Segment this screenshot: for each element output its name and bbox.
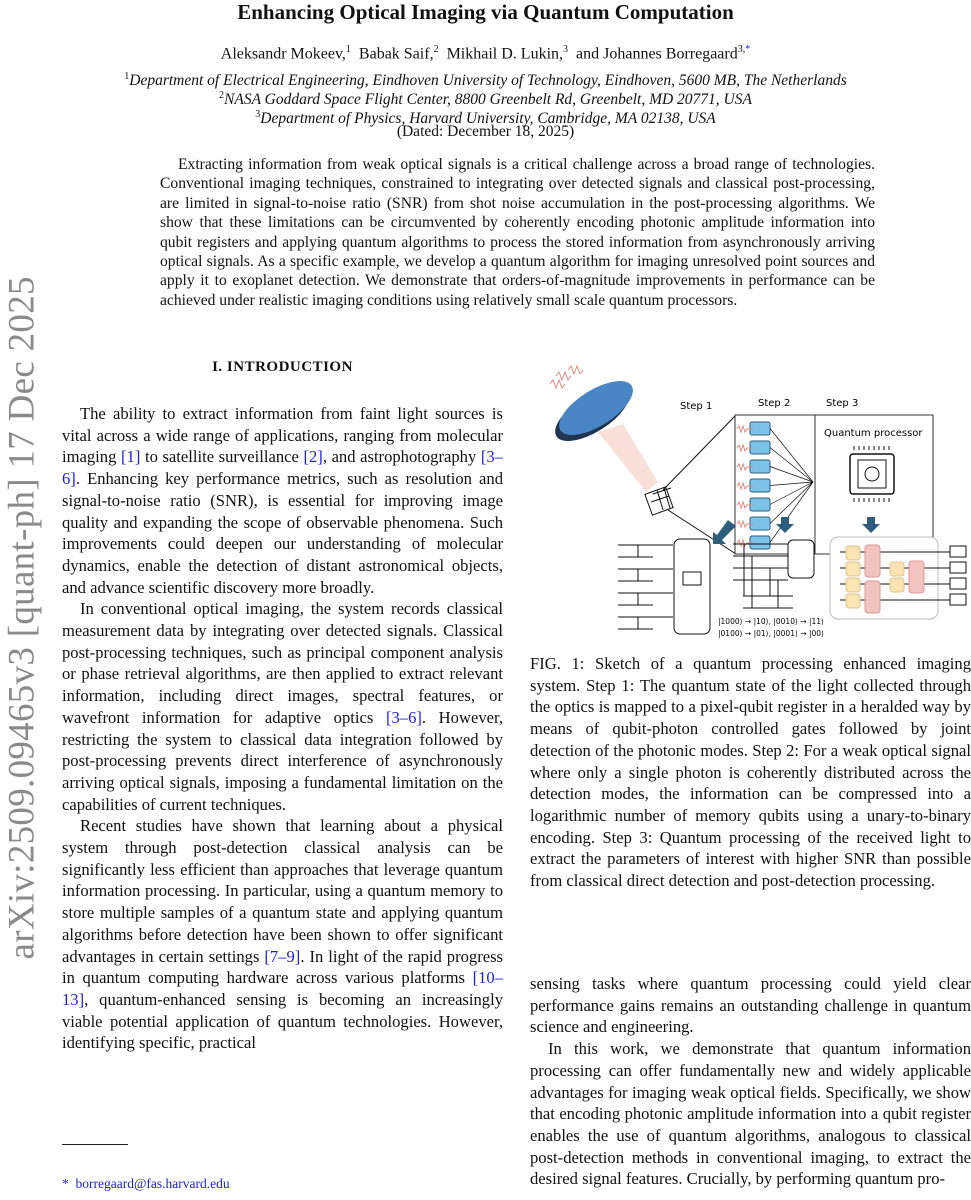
step-2-label: Step 2 — [758, 398, 791, 409]
affiliation-mark: 2 — [433, 44, 439, 55]
affiliation-number: 2 — [219, 90, 225, 101]
date-line: (Dated: December 18, 2025) — [396, 123, 575, 140]
encoding-line-1: |1000⟩ → |10⟩, |0010⟩ → |11⟩ — [718, 617, 824, 626]
author-list — [0, 44, 971, 63]
paragraph — [62, 598, 503, 815]
light-beam — [598, 424, 658, 492]
paragraph-text: sensing tasks where quantum processing could yield clear performance gains remains an outstanding challenge in quantum science and engineering. — [530, 974, 971, 1037]
step-3-label: Step 3 — [826, 398, 859, 409]
paragraph-text: In conventional optical imaging, the system records classical measurement data by integrating over detected signals. Classical post-processing techniques, such as principal component analysis or phase retrieval algorithms, are then applied to extract relevant information, including direct images, spectral features, or wavefront information for adaptive optics — [62, 599, 503, 727]
paragraph — [530, 973, 971, 1038]
abstract: Extracting information from weak optical signals is a critical challenge across a broad range of technologies. Conventional imaging techniques, constrained to integrating over detected signals and classical post-processing, are limited in signal-to-noise ratio (SNR) from shot noise accumulation in the post-processing algorithms. We show that these limitations can be circumvented by coherently encoding photonic amplitude information into qubit registers and applying quantum algorithms to process the stored information from asynchronously arriving optical signals. As a specific example, we develop a quantum algorithm for imaging unresolved point sources and apply it to exoplanet detection. We demonstrate that orders-of-magnitude improvements in performance can be achieved under realistic imaging conditions using relatively small scale quantum processors. — [160, 156, 875, 309]
paragraph-text: , and astrophotography — [322, 447, 481, 467]
citation-link[interactable]: [3–6] — [385, 707, 422, 727]
circuit-step3 — [830, 537, 966, 619]
paragraph-text: Recent studies have shown that learning about a physical system through post-detection classical analysis can be significantly less efficient than approaches that leverage quantum information processing. In particular, using a quantum memory to store multiple samples of a quantum state and applying quantum algorithms before detection have been shown to offer significant advantages in certain settings — [62, 816, 503, 966]
step1-2-box — [735, 415, 815, 554]
affiliation-text: NASA Goddard Space Flight Center, 8800 Greenbelt Rd, Greenbelt, MD 20771, USA — [224, 91, 752, 109]
citation-link[interactable]: [1] — [121, 447, 141, 467]
paragraph-text: . Enhancing key performance metrics, such as resolution and signal-to-noise ratio (SNR), is essential for improving image quality and expanding the scope of observable phenomena. Such improvements could deepen our understanding of molecular dynamics, enable the detection of distant astronomical objects, and advance scientific discovery more broadly. — [62, 469, 503, 597]
author: Mikhail D. Lukin, — [446, 45, 564, 63]
section-heading: I. INTRODUCTION — [212, 359, 353, 375]
arxiv-stamp: arXiv:2509.09465v3 [quant-ph] 17 Dec 2025 — [1, 276, 43, 960]
footnote-rule — [62, 1144, 128, 1145]
author: Babak Saif, — [358, 45, 434, 63]
paragraph-text: . However, restricting the system to classical data integration followed by post-processing prevents direct interference of asynchronously arriving optical signals, imposing a fundamental limitation on the capabilities of current techniques. — [62, 707, 503, 814]
step-1-label: Step 1 — [680, 401, 713, 412]
footnote-mark: * — [62, 1176, 69, 1191]
intro-column — [62, 403, 503, 1054]
paragraph — [62, 815, 503, 1054]
paragraph — [62, 403, 503, 598]
paragraph-text: In this work, we demonstrate that quantum information processing can offer fundamentally new and widely applicable advantages for imaging weak optical fields. Specifically, we show that encoding photonic amplitude information into a qubit register enables the use of quantum algorithms, analogous to classical post-detection methods in conventional imaging, to extract the desired signal features. Crucially, by performing quantum pro- — [530, 1039, 971, 1189]
affiliation-mark: 3, — [737, 44, 746, 55]
light-waves-icon — [550, 366, 583, 388]
affiliation-text: Department of Physics, Harvard University, Cambridge, MA 02138, USA — [260, 110, 716, 128]
footnote — [62, 1176, 230, 1192]
paragraph — [530, 1038, 971, 1190]
affiliation-text: Department of Electrical Engineering, Eindhoven University of Technology, Eindhoven, 5600 MB, The Netherlands — [129, 72, 847, 90]
author: Aleksandr Mokeev, — [220, 45, 346, 63]
affiliation-number: 1 — [124, 71, 130, 82]
right-column-text — [530, 973, 971, 1190]
citation-link[interactable]: [2] — [303, 447, 323, 467]
affiliation-mark: 1 — [345, 44, 351, 55]
citation-link[interactable]: [10–13] — [62, 968, 503, 1009]
paragraph-text: The ability to extract information from faint light sources is vital across a wide range of applications, ranging from molecular imaging — [62, 404, 503, 467]
affiliation-mark: 3 — [563, 44, 569, 55]
paragraph-text: to satellite surveillance — [140, 447, 304, 467]
corresponding-author-link[interactable]: * — [745, 44, 751, 55]
paper-title: Enhancing Optical Imaging via Quantum Computation — [237, 0, 734, 24]
affiliation-number: 3 — [255, 109, 261, 120]
circuit-step1 — [618, 539, 710, 634]
quantum-processor-label: Quantum processor — [824, 428, 923, 439]
email-link[interactable]: borregaard@fas.harvard.edu — [75, 1176, 230, 1191]
paragraph-text: , quantum-enhanced sensing is becoming an increasingly viable potential application of quantum technologies. However, identifying specific, practical — [62, 989, 503, 1053]
encoding-line-2: |0100⟩ → |01⟩, |0001⟩ → |00⟩ — [718, 629, 824, 638]
figure-caption: FIG. 1: Sketch of a quantum processing enhanced imaging system. Step 1: The quantum state of the light collected through the optics is mapped to a pixel-qubit register in a heralded way by means of qubit-photon controlled gates followed by joint detection of the photonic modes. Step 2: For a weak optical signal where only a single photon is coherently distributed across the detection modes, the information can be compressed into a logarithmic number of memory qubits using a unary-to-binary encoding. Step 3: Quantum processing of the received light to extract the parameters of interest with higher SNR than possible from classical direct detection and post-detection processing. — [530, 654, 971, 891]
figure-diagram — [528, 362, 971, 652]
citation-link[interactable]: [3–6] — [62, 447, 503, 489]
citation-link[interactable]: [7–9] — [264, 946, 301, 966]
figure-1 — [528, 362, 971, 652]
author: and Johannes Borregaard — [576, 45, 738, 63]
paragraph-text: . In light of the rapid progress in quantum computing hardware across various platforms — [62, 946, 503, 988]
